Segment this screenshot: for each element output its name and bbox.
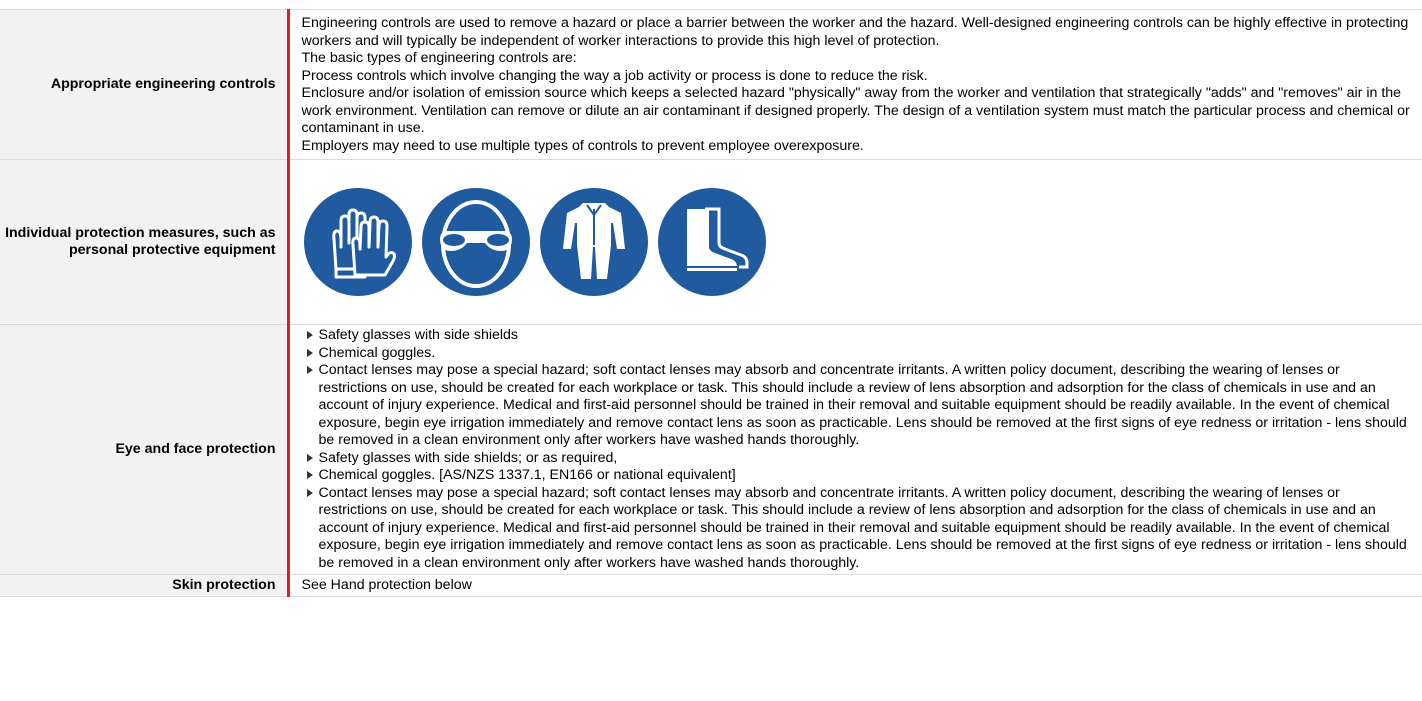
list-item: Chemical goggles. [AS/NZS 1337.1, EN166 or national equivalent] (302, 467, 1411, 485)
gloves-icon (303, 187, 413, 297)
list-item: Contact lenses may pose a special hazard; soft contact lenses may absorb and concentrate irritants. A written policy document, describing the wearing of lenses or restrictions on use, should be created for each workplace or task. This should include a review of lens absorption and adsorption for the class of chemicals in use and an account of injury experience. Medical and first-aid personnel should be trained in their removal and suitable equipment should be readily available. In the event of chemical exposure, begin eye irrigation immediately and remove contact lens as soon as practicable. Lens should be removed at the first signs of eye redness or irritation - lens should be removed in a clean environment only after workers have washed hands thoroughly. (302, 362, 1411, 450)
goggles-icon (421, 187, 531, 297)
table-row-eye-face-protection (0, 325, 1422, 575)
list-item: Safety glasses with side shields (302, 327, 1411, 345)
engineering-controls-text (288, 10, 1422, 160)
skin-protection-value: See Hand protection below (288, 575, 1422, 597)
ppe-icon-list (302, 187, 1411, 297)
engineering-paragraph: The basic types of engineering controls are: (301, 50, 577, 66)
table-row-skin-protection (0, 575, 1422, 597)
list-item: Contact lenses may pose a special hazard; soft contact lenses may absorb and concentrate irritants. A written policy document, describing the wearing of lenses or restrictions on use, should be created for each workplace or task. This should include a review of lens absorption and adsorption for the class of chemicals in use and an account of injury experience. Medical and first-aid personnel should be trained in their removal and suitable equipment should be readily available. In the event of chemical exposure, begin eye irrigation immediately and remove contact lens as soon as practicable. Lens should be removed at the first signs of eye redness or irritation - lens should be removed in a clean environment only after workers have washed hands thoroughly. (302, 485, 1411, 573)
ppe-icons-cell (288, 160, 1422, 325)
engineering-paragraph: Process controls which involve changing the way a job activity or process is done to reduce the risk. (301, 67, 928, 84)
engineering-paragraph: Employers may need to use multiple types of controls to prevent employee overexposure. (301, 137, 864, 154)
exposure-controls-table (0, 9, 1422, 597)
eye-face-protection-content (288, 325, 1422, 575)
table-row-ppe (0, 160, 1422, 325)
table-row-engineering-controls (0, 10, 1422, 160)
row-label-skin-protection: Skin protection (0, 575, 288, 597)
engineering-paragraph: Engineering controls are used to remove a hazard or place a barrier between the worker and the hazard. Well-designed engineering controls can be highly effective in protecting workers and will typically be independent of worker interactions to provide this high level of protection. (301, 15, 1409, 49)
engineering-paragraph: Enclosure and/or isolation of emission source which keeps a selected hazard "physically" away from the worker and ventilation that strategically "adds" and "removes" air in the work environment. Ventilation can remove or dilute an air contaminant if designed properly. The design of a ventilation system must match the particular process and chemical or contaminant in use. (301, 85, 1410, 136)
safety-boots-icon (657, 187, 767, 297)
row-label-ppe: Individual protection measures, such as personal protective equipment (0, 160, 288, 325)
list-item: Chemical goggles. (302, 345, 1411, 363)
list-item: Safety glasses with side shields; or as required, (302, 450, 1411, 468)
row-label-engineering-controls: Appropriate engineering controls (0, 10, 288, 160)
eye-protection-bullet-list (302, 327, 1411, 572)
row-label-eye-face-protection: Eye and face protection (0, 325, 288, 575)
protective-suit-icon (539, 187, 649, 297)
